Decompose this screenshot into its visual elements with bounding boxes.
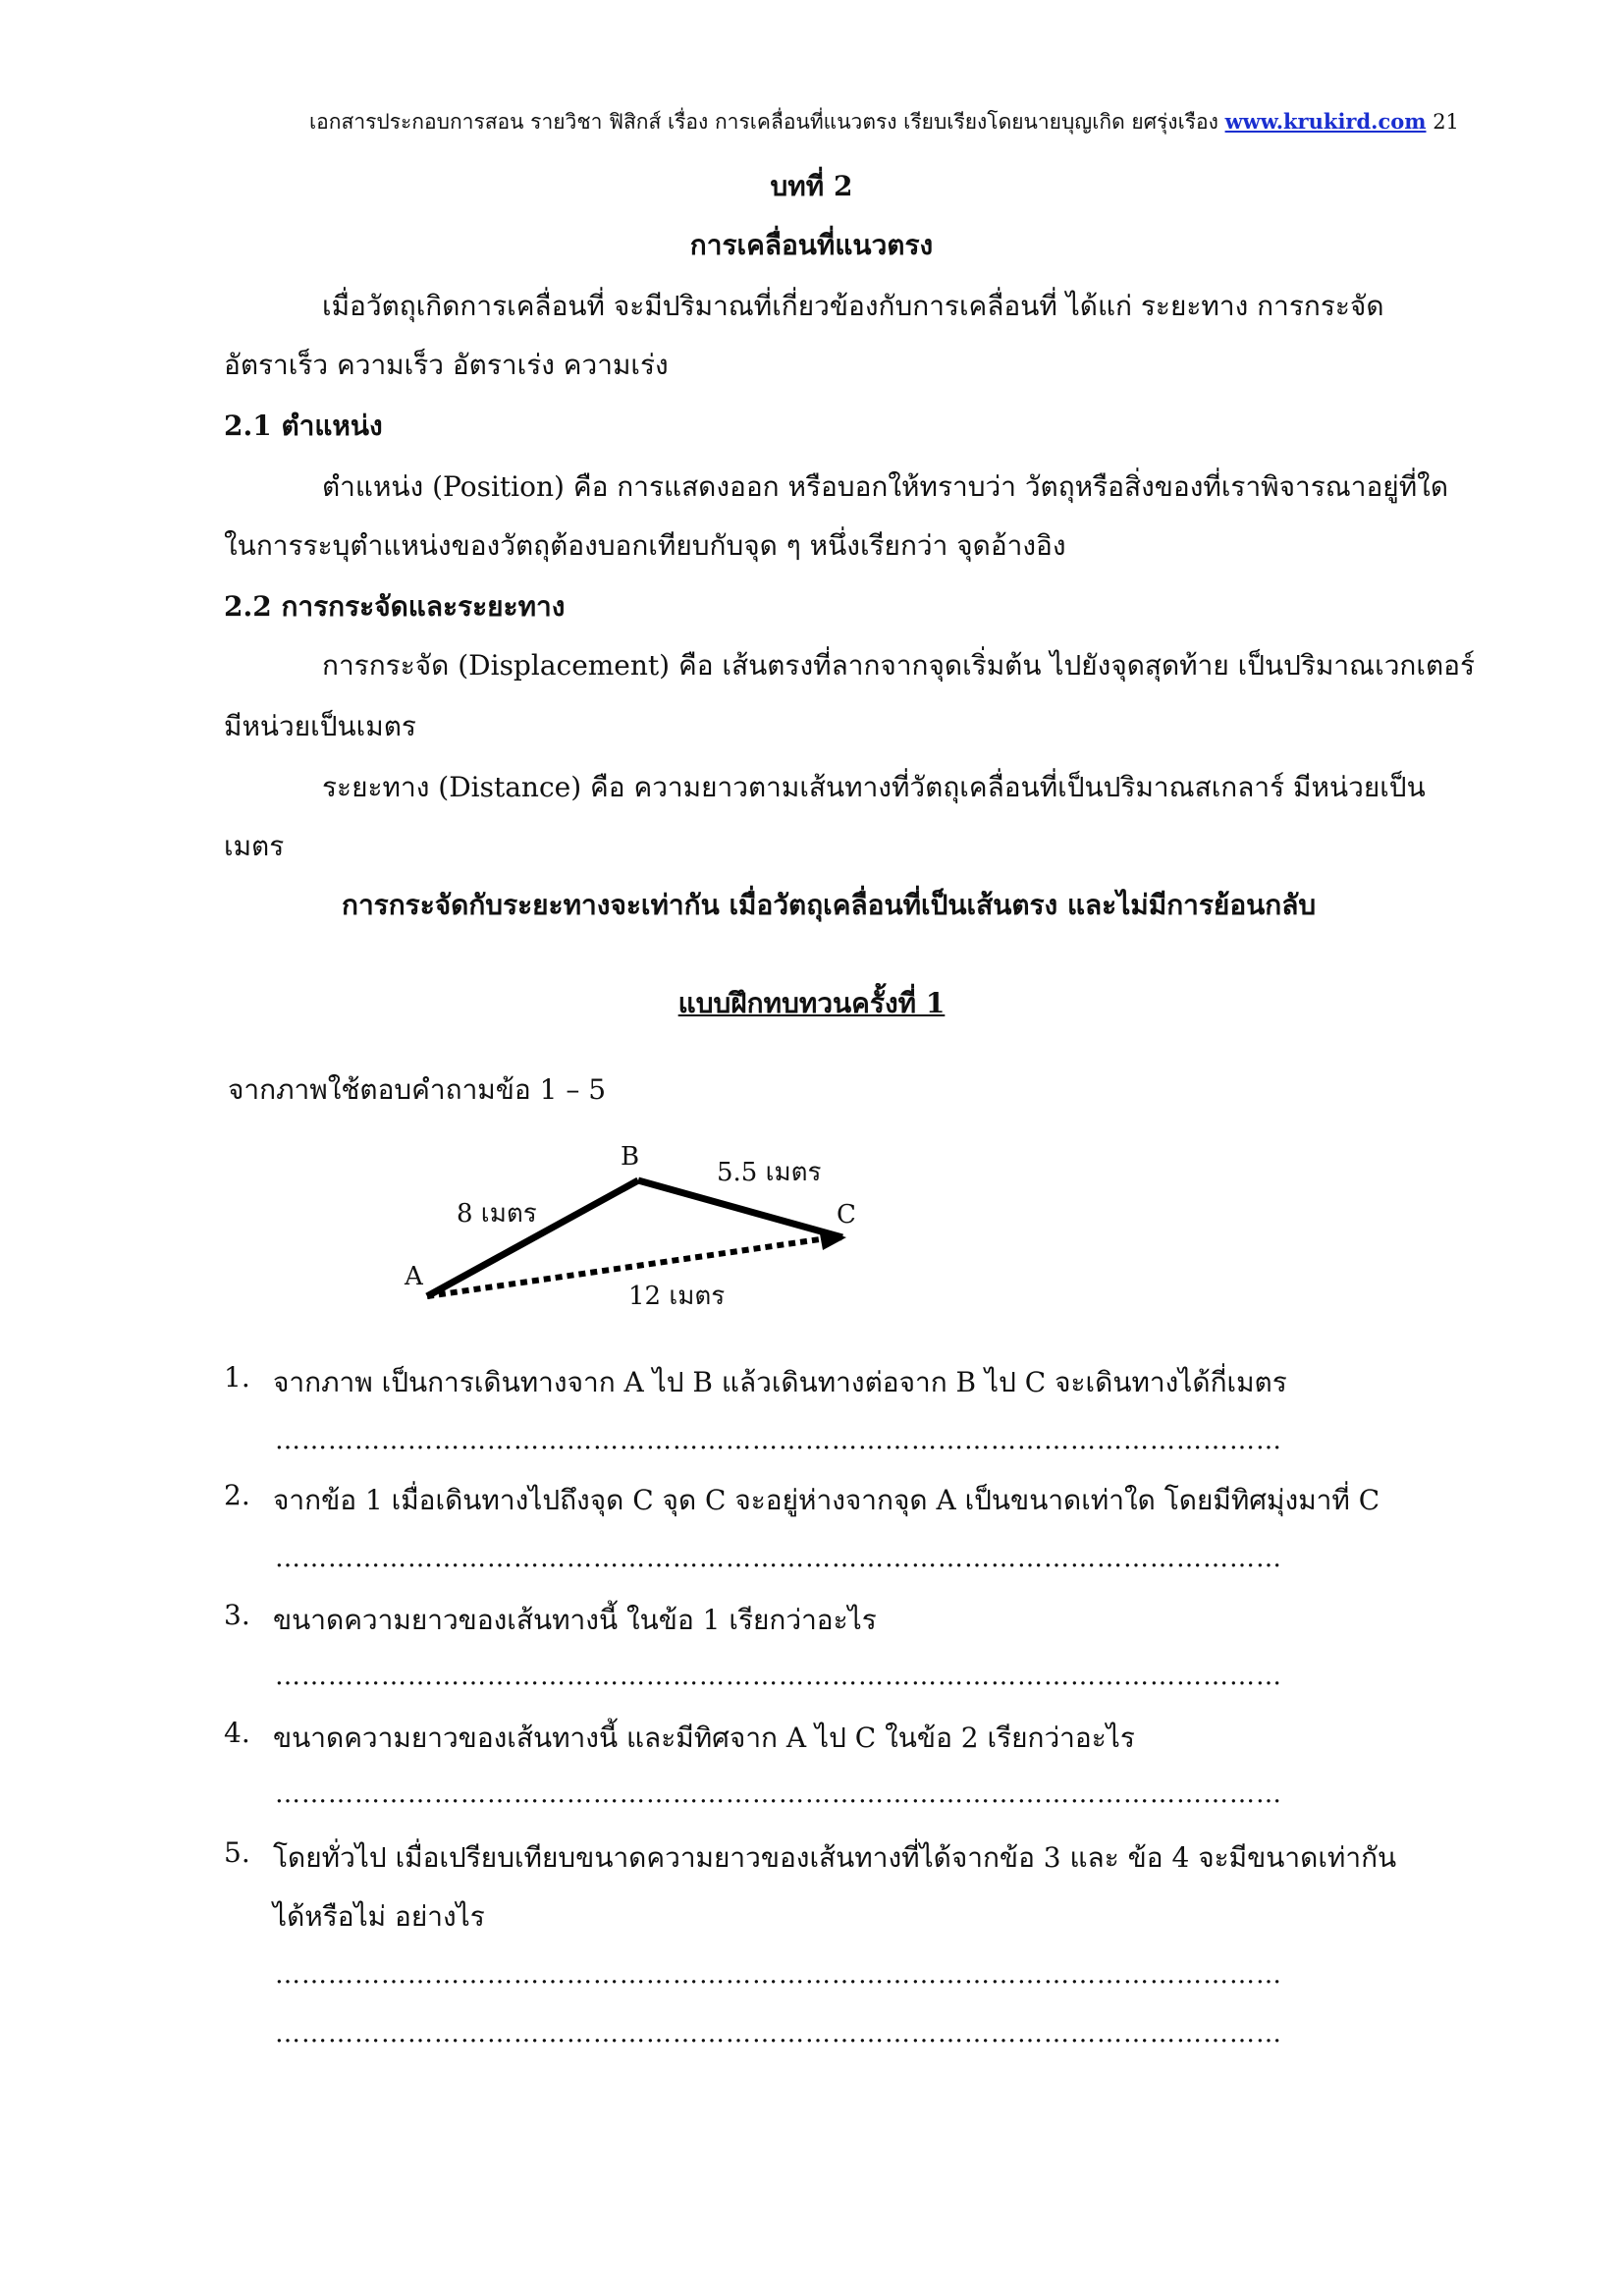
header-link[interactable]: www.krukird.com: [1224, 109, 1427, 134]
question-text-cont: ได้หรือไม่ อย่างไร: [273, 1900, 485, 1933]
answer-line[interactable]: ……………………………………………………………………………………………………: [275, 1544, 1282, 1573]
intro-line-2: อัตราเร็ว ความเร็ว อัตราเร่ง ความเร่ง: [224, 349, 669, 381]
answer-line[interactable]: ……………………………………………………………………………………………………: [275, 1662, 1282, 1691]
position-line-1: ตำแหน่ง (Position) คือ การแสดงออก หรือบอกให้ทราบว่า วัตถุหรือสิ่งของที่เราพิจารณาอยู่ที่ใด: [322, 470, 1449, 503]
chapter-label: บทที่ 2: [770, 170, 853, 202]
answer-line[interactable]: ……………………………………………………………………………………………………: [275, 1779, 1282, 1809]
position-line-2: ในการระบุตำแหน่งของวัตถุต้องบอกเทียบกับจุด ๆ หนึ่งเรียกว่า จุดอ้างอิง: [224, 529, 1066, 562]
answer-line[interactable]: ……………………………………………………………………………………………………: [275, 1426, 1282, 1455]
page-header: [309, 106, 1459, 138]
question-text: โดยทั่วไป เมื่อเปรียบเทียบขนาดความยาวของเส้นทางที่ได้จากข้อ 3 และ ข้อ 4 จะมีขนาดเท่ากัน: [273, 1841, 1397, 1874]
displacement-line-2: มีหน่วยเป็นเมตร: [224, 710, 416, 742]
answer-line[interactable]: ……………………………………………………………………………………………………: [275, 2019, 1282, 2049]
answer-line[interactable]: ……………………………………………………………………………………………………: [275, 1960, 1282, 1990]
distance-line-1: ระยะทาง (Distance) คือ ความยาวตามเส้นทางที่วัตถุเคลื่อนที่เป็นปริมาณสเกลาร์ มีหน่วยเป็น: [322, 771, 1426, 803]
bc-length: 5.5 เมตร: [717, 1158, 822, 1187]
intro-line-1: เมื่อวัตถุเกิดการเคลื่อนที่ จะมีปริมาณที่เกี่ยวข้องกับการเคลื่อนที่ ได้แก่ ระยะทาง การกระจัด: [322, 290, 1384, 322]
label-b: B: [621, 1142, 640, 1172]
question-number: 5.: [224, 1836, 250, 1869]
question-number: 2.: [224, 1479, 250, 1511]
exercise-instruction: จากภาพใช้ตอบคำถามข้อ 1 – 5: [228, 1073, 607, 1106]
question-text: ขนาดความยาวของเส้นทางนี้ และมีทิศจาก A ไป C ในข้อ 2 เรียกว่าอะไร: [273, 1722, 1135, 1754]
label-c: C: [837, 1200, 856, 1230]
equality-note: การกระจัดกับระยะทางจะเท่ากัน เมื่อวัตถุเคลื่อนที่เป็นเส้นตรง และไม่มีการย้อนกลับ: [342, 889, 1317, 921]
displacement-line-1: การกระจัด (Displacement) คือ เส้นตรงที่ลากจากจุดเริ่มต้น ไปยังจุดสุดท้าย เป็นปริมาณเวกเตอร์: [322, 649, 1475, 682]
question-text: จากภาพ เป็นการเดินทางจาก A ไป B แล้วเดินทางต่อจาก B ไป C จะเดินทางได้กี่เมตร: [273, 1366, 1287, 1398]
page-number: 21: [1433, 110, 1459, 134]
distance-line-2: เมตร: [224, 830, 285, 862]
path-bc: [638, 1180, 842, 1237]
exercise-title: แบบฝึกทบทวนครั้งที่ 1: [677, 987, 946, 1019]
question-number: 3.: [224, 1599, 250, 1631]
question-text: ขนาดความยาวของเส้นทางนี้ ในข้อ 1 เรียกว่าอะไร: [273, 1604, 877, 1636]
header-text: เอกสารประกอบการสอน รายวิชา ฟิสิกส์ เรื่อง การเคลื่อนที่แนวตรง เรียบเรียงโดยนายบุญเกิด ยศรุ่งเรือง: [309, 110, 1218, 134]
chapter-title: การเคลื่อนที่แนวตรง: [689, 229, 934, 261]
section-2-1-heading: 2.1 ตำแหน่ง: [224, 410, 383, 442]
section-2-2-heading: 2.2 การกระจัดและระยะทาง: [224, 590, 566, 623]
question-text: จากข้อ 1 เมื่อเดินทางไปถึงจุด C จุด C จะอยู่ห่างจากจุด A เป็นขนาดเท่าใด โดยมีทิศมุ่งมาที่ C: [273, 1484, 1380, 1516]
ac-length: 12 เมตร: [628, 1282, 726, 1311]
label-a: A: [405, 1262, 423, 1291]
question-number: 1.: [224, 1361, 250, 1394]
displacement-diagram: [383, 1129, 893, 1336]
question-number: 4.: [224, 1717, 250, 1749]
ab-length: 8 เมตร: [457, 1199, 537, 1229]
